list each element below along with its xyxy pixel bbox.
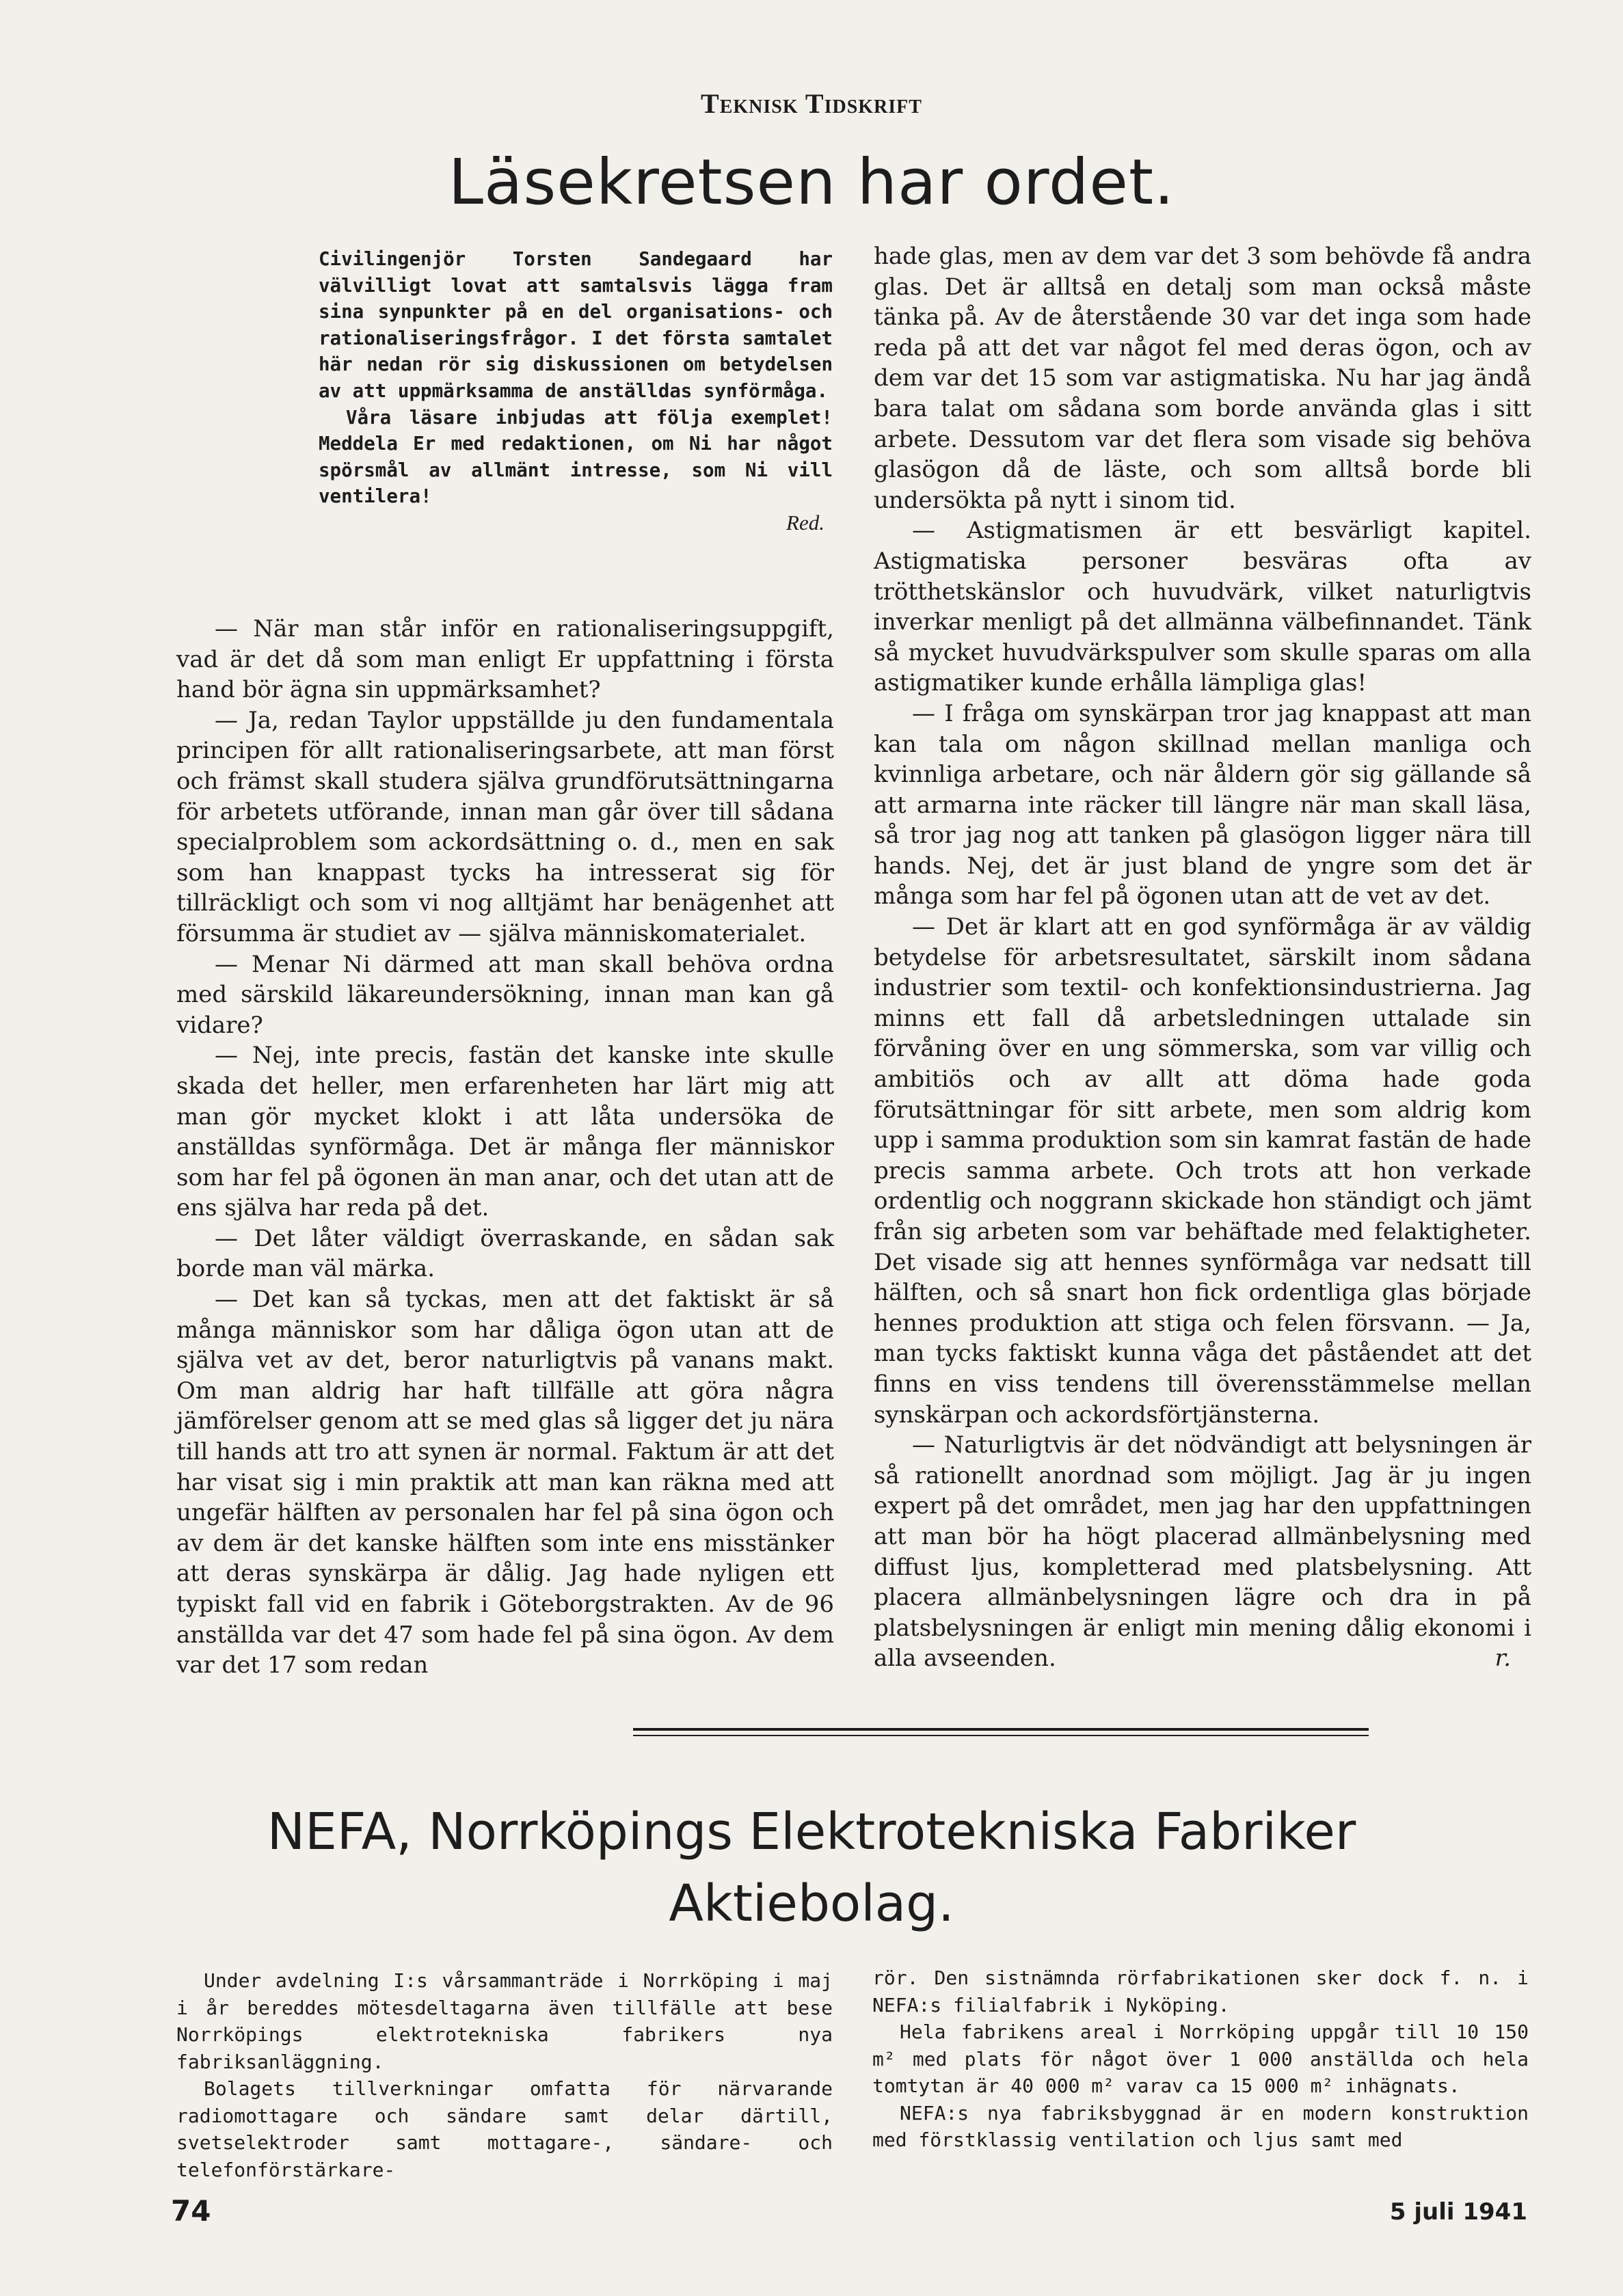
- paragraph: — Menar Ni därmed att man skall behöva ordna med särskild läkareundersökning, innan man kan gå vidare?: [176, 950, 834, 1039]
- paragraph: — I fråga om synskärpan tror jag knappast att man kan tala om någon skillnad mellan manliga och kvinnliga arbetare, och när åldern gör sig gällande så att armarna inte räcker till längre när man skall läsa, så tror jag nog att tanken på glasögon ligger nära till hands. Nej, det är just bland de yngre som det är många som har fel på ögonen utan att de vet av det.: [874, 699, 1531, 910]
- editor-intro: [319, 246, 833, 537]
- article2-title: [0, 1796, 1623, 1940]
- paragraph: hade glas, men av dem var det 3 som behövde få andra glas. Det är alltså en detalj som man också måste tänka på. Av de återstående 30 var det inga som hade reda på att det var något fel med deras ögon, och av dem var det 15 som var astigmatiska. Nu har jag ändå bara talat om sådana som borde använda glas i sitt arbete. Dessutom var det flera som visade sig behöva glasögon då de läste, och som alltså borde bli undersökta på nytt i sinom tid.: [874, 243, 1531, 514]
- article-right-column: [874, 241, 1531, 1674]
- masthead: Teknisk Tidskrift: [701, 88, 922, 119]
- issue-date: 5 juli 1941: [1389, 2198, 1527, 2226]
- article2-left-column: [176, 1967, 833, 2183]
- paragraph: — När man står inför en rationaliseringsuppgift, vad är det då som man enligt Er uppfattning i första hand bör ägna sin uppmärksamhet?: [176, 615, 834, 704]
- article-left-column: [176, 614, 834, 1681]
- article2-title-line: Aktiebolag.: [669, 1874, 954, 1933]
- article-title: Läsekretsen har ordet.: [448, 146, 1175, 219]
- paragraph: — Det är klart att en god synförmåga är av väldig betydelse för arbetsresultatet, särskilt inom sådana industrier som textil- och konfektionsindustrierna. Jag minns ett fall då arbetsledningen uttalade sin förvåning över en ung sömmerska, som var villig och ambitiös och av allt att döma hade goda förutsättningar för sitt arbete, men som aldrig kom upp i samma produktion som sin kamrat fastän de hade precis samma arbete. Och trots att hon verkade ordentlig och noggrann skickade hon ständigt och jämt från sig arbeten som var behäftade med felaktigheter. Det visade sig att hennes synförmåga var nedsatt till hälften, och så snart hon fick ordentliga glas började hennes produktion att stiga och felen försvann. — Ja, man tycks faktiskt kunna våga det påståendet att det finns en viss tendens till överensstämmelse mellan synskärpan och ackordsförtjänsterna.: [874, 913, 1531, 1429]
- paragraph: Hela fabrikens areal i Norrköping uppgår till 10 150 m² med plats för något över 1 000 anställda och hela tomtytan är 40 000 m² varav ca 15 000 m² inhägnats.: [872, 2021, 1529, 2097]
- page-number: 74: [171, 2194, 211, 2228]
- paragraph: — Det kan så tyckas, men att det faktiskt är så många människor som har dåliga ögon utan att de själva vet av det, beror naturligtvis på vanans makt. Om man aldrig har haft tillfälle att göra några jämförelser genom att se med glas så ligger det ju nära till hands att tro att synen är normal. Faktum är att det har visat sig i min praktik att man kan räkna med att ungefär hälften av personalen har fel på sina ögon och av dem är det kanske hälften som inte ens misstänker att deras synskärpa är dålig. Jag hade nyligen ett typiskt fall vid en fabrik i Göteborgstrakten. Av de 96 anställda var det 47 som hade fel på sina ögon. Av dem var det 17 som redan: [176, 1286, 834, 1679]
- paragraph: [874, 1430, 1531, 1674]
- paragraph: Under avdelning I:s vårsammanträde i Norrköping i maj i år bereddes mötesdeltagarna även tillfälle att bese Norrköpings elektrotekniska fabrikers nya fabriksanläggning.: [176, 1969, 833, 2073]
- paragraph: rör. Den sistnämnda rörfabrikationen sker dock f. n. i NEFA:s filialfabrik i Nyköping.: [872, 1967, 1529, 2016]
- paragraph: Bolagets tillverkningar omfatta för närvarande radiomottagare och sändare samt delar därtill, svetselektroder samt mottagare-, sändare- och telefonförstärkare-: [176, 2077, 833, 2181]
- article2-right-column: [872, 1964, 1529, 2154]
- paragraph: — Astigmatismen är ett besvärligt kapitel. Astigmatiska personer besväras ofta av trötthetskänslor och huvudvärk, vilket naturligtvis inverkar menligt på det allmänna välbefinnandet. Tänk så mycket huvudvärkspulver som skulle sparas om alla astigmatiker kunde erhålla lämpliga glas!: [874, 517, 1531, 697]
- editor-signature: Red.: [786, 510, 824, 535]
- paragraph: — Ja, redan Taylor uppställde ju den fundamentala principen för allt rationaliseringsarbete, att man först och främst skall studera själva grundförutsättningarna för arbetets utförande, innan man går över till sådana specialproblem som ackordsättning o. d., men en sak som han knappast tycks ha intresserat sig för tillräckligt och som vi nog alltjämt har benägenhet att försumma är studiet av — själva människomaterialet.: [176, 706, 834, 947]
- intro-paragraph: Civilingenjör Torsten Sandegaard har välvilligt lovat att samtalsvis lägga fram sina synpunkter på en del organisations- och rationaliseringsfrågor. I det första samtalet här nedan rör sig diskussionen om betydelsen av att uppmärksamma de anställdas synförmåga.: [319, 248, 833, 402]
- divider-rule-thin: [633, 1735, 1369, 1736]
- paragraph: — Det låter väldigt överraskande, en sådan sak borde man väl märka.: [176, 1224, 834, 1283]
- paragraph: NEFA:s nya fabriksbyggnad är en modern konstruktion med förstklassig ventilation och ljus samt med: [872, 2101, 1529, 2151]
- article2-title-line: NEFA, Norrköpings Elektrotekniska Fabriker: [267, 1802, 1356, 1861]
- divider-rule: [633, 1728, 1369, 1731]
- paragraph-text: — Naturligtvis är det nödvändigt att belysningen är så rationellt anordnad som möjligt. Jag är ju ingen expert på det området, men jag har den uppfattningen att man bör ha högt placerad allmänbelysning med diffust ljus, kompletterad med platsbelysning. Att placera allmänbelysningen lägre och dra in på platsbelysningen är enligt min mening dålig ekonomi i alla avseenden.: [874, 1431, 1531, 1673]
- paragraph: — Nej, inte precis, fastän det kanske inte skulle skada det heller, men erfarenheten har lärt mig att man gör mycket klokt i att låta undersöka de anställdas synförmåga. Det är många fler människor som har fel på ögonen än man anar, och det utan att de ens själva har reda på det.: [176, 1042, 834, 1222]
- author-signature: r.: [1494, 1645, 1511, 1673]
- intro-paragraph: Våra läsare inbjudas att följa exemplet! Meddela Er med redaktionen, om Ni har något spörsmål av allmänt intresse, som Ni vill ventilera!: [319, 406, 833, 508]
